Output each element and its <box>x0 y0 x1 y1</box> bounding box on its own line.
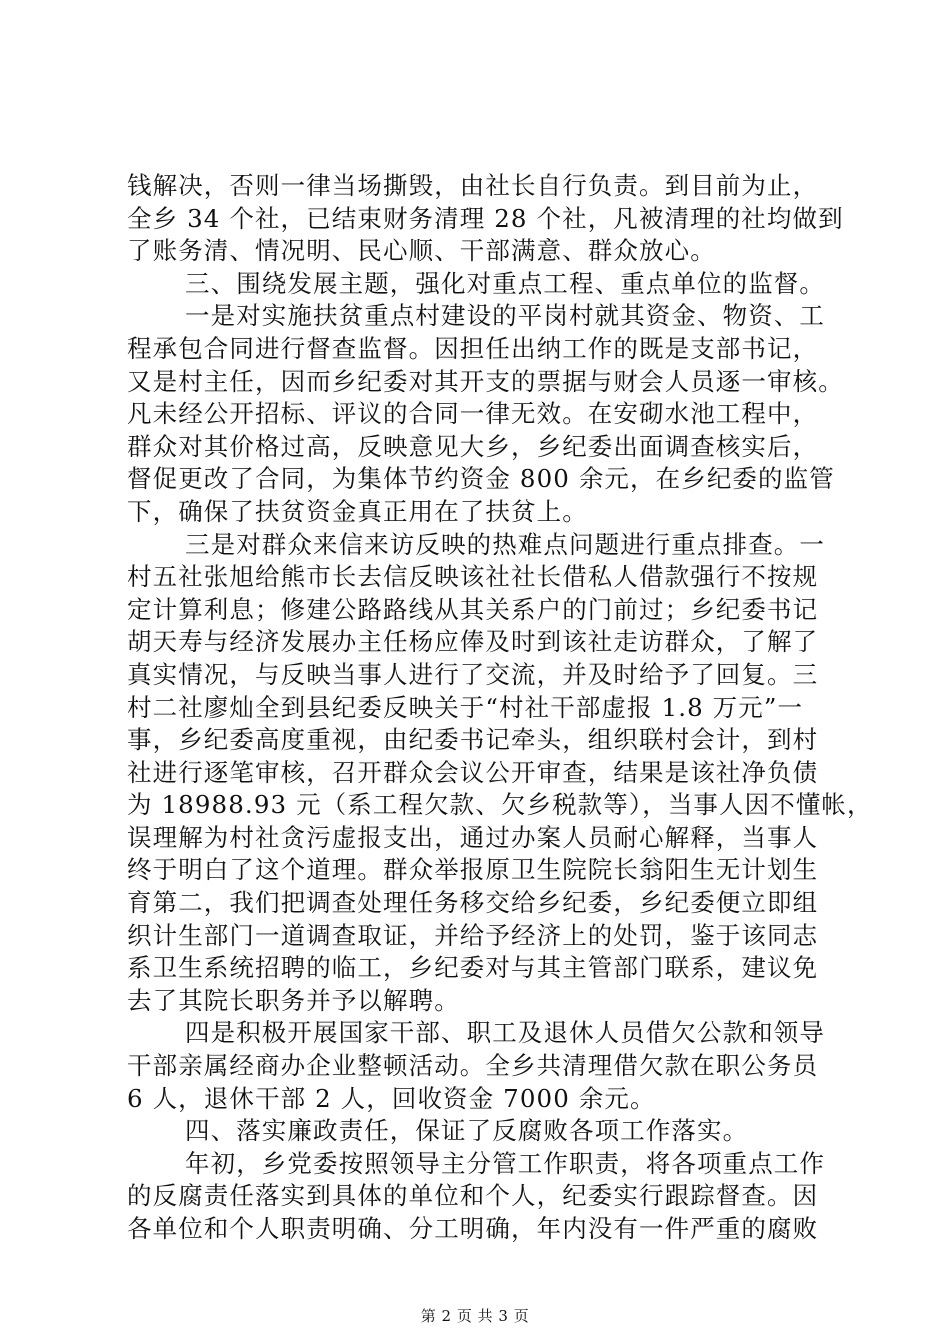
text-line: 各单位和个人职责明确、分工明确，年内没有一件严重的腐败 <box>127 1214 819 1243</box>
text-line: 事，乡纪委高度重视，由纪委书记牵头，组织联村会计，到村 <box>127 725 819 755</box>
text-line: 村五社张旭给熊市长去信反映该社社长借私人借款强行不按规 <box>127 562 819 592</box>
text-line: 的反腐责任落实到具体的单位和个人，纪委实行跟踪督查。因 <box>127 1181 819 1211</box>
text-line: 凡未经公开招标、评议的合同一律无效。在安砌水池工程中， <box>127 399 819 429</box>
text-line: 三是对群众来信来访反映的热难点问题进行重点排查。一 <box>185 529 825 559</box>
text-line: 全乡 34 个社，已结束财务清理 28 个社，凡被清理的社均做到 <box>127 203 844 233</box>
text-line: 督促更改了合同，为集体节约资金 800 余元，在乡纪委的监管 <box>127 464 835 494</box>
text-line: 误理解为村社贪污虚报支出，通过办案人员耐心解释，当事人 <box>127 822 819 852</box>
text-line: 6 人，退休干部 2 人，回收资金 7000 余元。 <box>127 1083 656 1113</box>
text-line: 一是对实施扶贫重点村建设的平岗村就其资金、物资、工 <box>185 301 825 331</box>
text-line: 织计生部门一道调查取证，并给予经济上的处罚，鉴于该同志 <box>127 920 819 950</box>
text-line: 干部亲属经商办企业整顿活动。全乡共清理借欠款在职公务员 <box>127 1051 819 1081</box>
section-heading: 三、围绕发展主题，强化对重点工程、重点单位的监督。 <box>185 268 825 298</box>
text-line: 终于明白了这个道理。群众举报原卫生院院长翁阳生无计划生 <box>127 855 819 885</box>
text-line: 社进行逐笔审核，召开群众会议公开审查，结果是该社净负债 <box>127 757 819 787</box>
text-line: 程承包合同进行督查监督。因担任出纳工作的既是支部书记， <box>127 333 819 363</box>
text-line: 又是村主任，因而乡纪委对其开支的票据与财会人员逐一审核。 <box>127 366 844 396</box>
text-line: 了账务清、情况明、民心顺、干部满意、群众放心。 <box>127 236 716 266</box>
text-line: 年初，乡党委按照领导主分管工作职责，将各项重点工作 <box>185 1148 825 1178</box>
page-footer: 第 2 页 共 3 页 <box>420 1307 530 1325</box>
text-line: 村二社廖灿全到县纪委反映关于“村社干部虚报 1.8 万元”一 <box>127 692 804 722</box>
text-line: 群众对其价格过高，反映意见大乡，乡纪委出面调查核实后， <box>127 431 819 461</box>
text-line: 系卫生系统招聘的临工，乡纪委对与其主管部门联系，建议免 <box>127 953 819 983</box>
text-line: 定计算利息；修建公路路线从其关系户的门前过；乡纪委书记 <box>127 594 819 624</box>
text-line: 育第二，我们把调查处理任务移交给乡纪委，乡纪委便立即组 <box>127 888 819 918</box>
text-line: 为 18988.93 元（系工程欠款、欠乡税款等），当事人因不懂帐， <box>127 790 873 820</box>
text-line: 真实情况，与反映当事人进行了交流，并及时给予了回复。三 <box>127 659 819 689</box>
text-line: 下，确保了扶贫资金真正用在了扶贫上。 <box>127 496 588 526</box>
text-line: 胡天寿与经济发展办主任杨应俸及时到该社走访群众，了解了 <box>127 627 819 657</box>
text-line: 去了其院长职务并予以解聘。 <box>127 985 460 1015</box>
text-line: 钱解决，否则一律当场撕毁，由社长自行负责。到目前为止， <box>127 171 819 200</box>
section-heading: 四、落实廉政责任，保证了反腐败各项工作落实。 <box>185 1116 749 1146</box>
text-line: 四是积极开展国家干部、职工及退休人员借欠公款和领导 <box>185 1018 825 1048</box>
body-text <box>127 170 873 1246</box>
